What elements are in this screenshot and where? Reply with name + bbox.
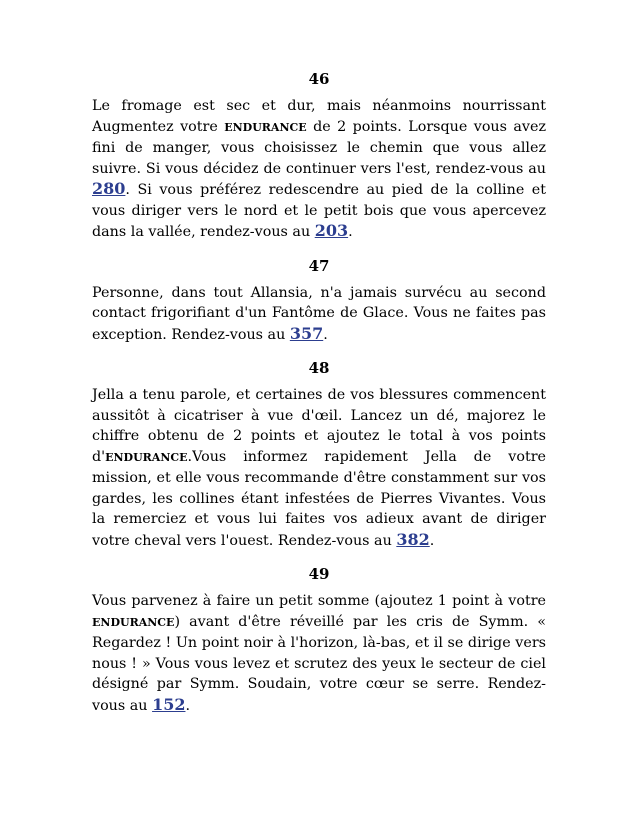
text-run: Vous parvenez à faire un petit somme (ajoutez 1 point à votre <box>92 593 546 609</box>
link-section-357[interactable]: 357 <box>289 323 324 343</box>
section-number: 46 <box>308 70 330 88</box>
section-number: 48 <box>308 359 330 377</box>
text-run: Jella a tenu parole, et certaines de vos blessures commencent aussitôt à cicatriser à vue d'œil. Lancez un dé, majorez le chiffre obtenu de 2 points et ajoutez le total à vos points d' <box>92 387 546 465</box>
section-text <box>92 385 546 551</box>
section-text <box>92 591 546 716</box>
endurance-term: ENDURANCE <box>92 615 175 629</box>
text-run: . <box>348 224 353 240</box>
section-number: 49 <box>308 565 330 583</box>
link-section-382[interactable]: 382 <box>396 529 430 549</box>
text-run: ) avant d'être réveillé par les cris de Symm. « Regardez ! Un point noir à l'horizon, là-bas, et il se dirige vers nous ! » Vous vous levez et scrutez des yeux le secteur de ciel désigné par Symm. Soudain, votre cœur se serre. Rendez-vous au <box>92 613 546 714</box>
text-run: Le fromage est sec et dur, mais néanmoins nourrissant Augmentez votre <box>92 98 546 135</box>
link-section-203[interactable]: 203 <box>314 221 349 240</box>
text-run: . Si vous préférez redescendre au pied de la colline et vous diriger vers le nord et le petit bois que vous apercevez dans la vallée, rendez-vous au <box>92 182 546 240</box>
section-47 <box>92 257 546 346</box>
endurance-term: ENDURANCE <box>224 120 307 134</box>
section-46 <box>92 70 546 243</box>
text-run: . <box>323 326 328 343</box>
section-text <box>92 96 546 243</box>
section-49 <box>92 565 546 716</box>
section-48 <box>92 359 546 551</box>
text-run: de 2 points. Lorsque vous avez fini de manger, vous choisissez le chemin que vous allez suivre. Si vous décidez de continuer vers l'est, rendez-vous au <box>92 118 546 177</box>
endurance-term: ENDURANCE <box>105 450 188 464</box>
page-content <box>92 70 546 716</box>
text-run: . <box>185 697 191 714</box>
text-run: Personne, dans tout Allansia, n'a jamais survécu au second contact frigorifiant d'un Fantôme de Glace. Vous ne faites pas exception. Rendez-vous au <box>92 284 546 343</box>
section-number: 47 <box>308 256 330 275</box>
text-run: .Vous informez rapidement Jella de votre mission, et elle vous recommande d'être constamment sur vos gardes, les collines étant infestées de Pierres Vivantes. Vous la remerciez et vous lui faites vos adieux avant de diriger votre cheval vers l'ouest. Rendez-vous au <box>92 448 546 549</box>
section-text <box>92 283 546 346</box>
text-run: . <box>429 532 435 549</box>
link-section-280[interactable]: 280 <box>92 179 126 198</box>
link-section-152[interactable]: 152 <box>152 694 186 714</box>
